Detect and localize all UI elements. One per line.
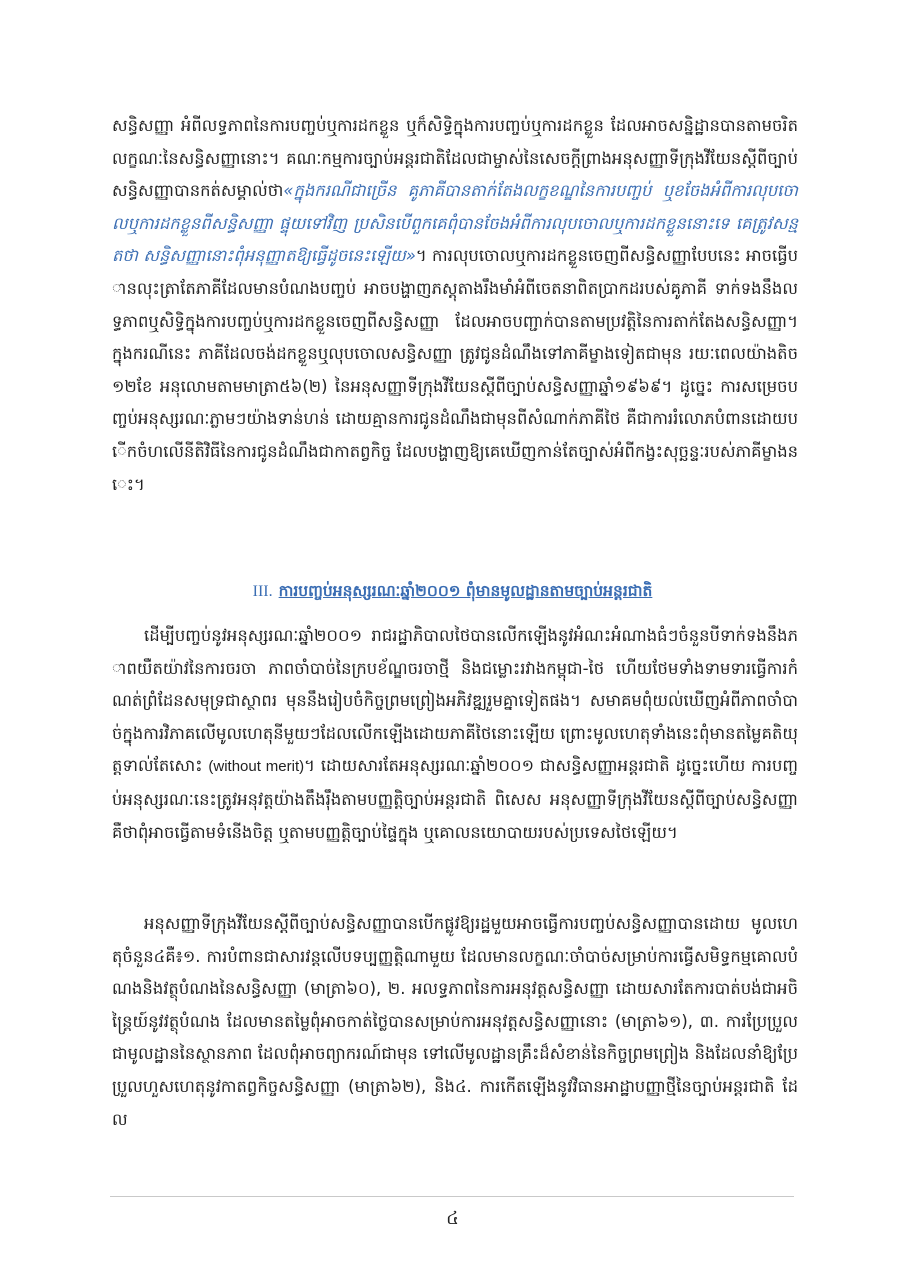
paragraph-1-text-start: សន្ធិសញ្ញា អំពីលទ្ធភាពនៃការបញ្ចប់ឬការដកខ្លួន ឬក៏សិទ្ធិក្នុងការបញ្ចប់ឬការដកខ្លួន ដែលអាចសន្និដ្ឋានបានតាមចរិតលក្ខណៈនៃសន្ធិសញ្ញានោះ។ គណៈកម្មការច្បាប់អន្តរជាតិដែលជាម្ចាស់នៃសេចក្តីព្រាងអនុសញ្ញាទីក្រុងវីយែនស្តីពីច្បាប់សន្ធិសញ្ញាបានកត់សម្គាល់ថា (112, 116, 798, 201)
paragraph-2-text-end: ។ ដោយសារតែអនុស្សរណៈឆ្នាំ២០០១ ជាសន្ធិសញ្ញាអន្តរជាតិ ដូច្នេះហើយ ការបញ្ចប់អនុស្សរណៈនេះត្រូវអនុវត្តយ៉ាងតឹងរ៉ឹងតាមបញ្ញត្តិច្បាប់អន្តរជាតិ ពិសេស អនុសញ្ញាទីក្រុងវីយែនស្តីពីច្បាប់សន្ធិសញ្ញា គឺថាពុំអាចធ្វើតាមទំនើងចិត្ត ឬតាមបញ្ញត្តិច្បាប់ផ្ទៃក្នុង ឬគោលនយោបាយរបស់ប្រទេសថៃឡើយ។ (112, 756, 798, 842)
page-number: ៤ (446, 1208, 459, 1229)
paragraph-3-text: អនុសញ្ញាទីក្រុងវីយែនស្តីពីច្បាប់សន្ធិសញ្ញាបានបើកផ្លូវឱ្យរដ្ឋមួយអាចធ្វើការបញ្ចប់សន្ធិសញ្ញាបានដោយ មូលហេតុចំនួន៤គឺ៖១. ការបំពានជាសារវន្តលើបទប្បញ្ញត្តិណាមួយ ដែលមានលក្ខណៈចាំបាច់សម្រាប់ការធ្វើសមិទ្ធកម្មគោលបំណងនិងវត្ថុបំណងនៃសន្ធិសញ្ញា (មាត្រា៦០), ២. អលទ្ធភាពនៃការអនុវត្តសន្ធិសញ្ញា ដោយសារតែការបាត់បង់ជាអចិន្ត្រៃយ៍នូវវត្ថុបំណង ដែលមានតម្លៃពុំអាចកាត់ថ្លៃបានសម្រាប់ការអនុវត្តសន្ធិសញ្ញានោះ (មាត្រា៦១), ៣. ការប្រែប្រួលជាមូលដ្ឋាននៃស្ថានភាព ដែលពុំអាចព្យាករណ៍ជាមុន ទៅលើមូលដ្ឋានគ្រឹះដ៏សំខាន់នៃកិច្ចព្រមព្រៀង និងដែលនាំឱ្យប្រែប្រួលហួសហេតុនូវកាតព្វកិច្ចសន្ធិសញ្ញា (មាត្រា៦២), និង៤. ការកើតឡើងនូវវិធានអាដ្ឋាបញ្ញាថ្មីនៃច្បាប់អន្តរជាតិ ដែល (112, 914, 798, 1129)
section-number: III. (252, 583, 273, 600)
paragraph-1-text-end: ។ ការលុបចោលឬការដកខ្លួនចេញពីសន្ធិសញ្ញាបែបនេះ អាចធ្វើបានលុះត្រាតែភាគីដែលមានបំណងបញ្ចប់ អាចបង្ហាញភស្តុតាងរឹងមាំអំពីចេតនាពិតប្រាកដរបស់គូភាគី ទាក់ទងនឹងលទ្ធភាពឬសិទ្ធិក្នុងការបញ្ចប់ឬការដកខ្លួនចេញពីសន្ធិសញ្ញា ដែលអាចបញ្ជាក់បានតាមប្រវត្តិនៃការតាក់តែងសន្ធិសញ្ញា។ ក្នុងករណីនេះ ភាគីដែលចង់ដកខ្លួនឬលុបចោលសន្ធិសញ្ញា ត្រូវជូនដំណឹងទៅភាគីម្ខាងទៀតជាមុន រយៈពេលយ៉ាងតិច១២ខែ អនុលោមតាមមាត្រា៥៦(២) នៃអនុសញ្ញាទីក្រុងវីយែនស្តីពីច្បាប់សន្ធិសញ្ញាឆ្នាំ១៩៦៩។ ដូច្នេះ ការសម្រេចបញ្ចប់អនុស្សរណៈភ្លាមៗយ៉ាងទាន់ហន់ ដោយគ្មានការជូនដំណឹងជាមុនពីសំណាក់ភាគីថៃ គឺជាការរំលោភបំពានដោយបើកចំហលើនីតិវិធីនៃការជូនដំណឹងជាកាតព្វកិច្ច ដែលបង្ហាញឱ្យគេឃើញកាន់តែច្បាស់អំពីកង្វះសុច្ឆន្ទៈរបស់ភាគីម្ខាងនេះ។ (112, 246, 799, 494)
without-merit-term: (without merit) (208, 758, 305, 776)
ilc-quotation: «ក្នុងករណីជាច្រើន គូភាគីបានតាក់តែងលក្ខខណ្ឌនៃការបញ្ចប់ ឬខចែងអំពីការលុបចោលឬការដកខ្លួនពីសន្ធិសញ្ញា ផ្ទុយទៅវិញ ប្រសិនបើពួកគេពុំបានចែងអំពីការលុបចោលឬការដកខ្លួននោះទេ គេត្រូវសន្មតថា សន្ធិសញ្ញានោះពុំអនុញ្ញាតឱ្យធ្វើដូចនេះឡើយ» (112, 181, 798, 266)
paragraph-1 (112, 110, 798, 501)
paragraph-2 (112, 620, 798, 849)
section-title: ការបញ្ចប់អនុស្សរណៈឆ្នាំ២០០១ ពុំមានមូលដ្ឋានតាមច្បាប់អន្តរជាតិ (278, 582, 653, 600)
footer-divider (110, 1196, 794, 1197)
paragraph-2-text-start: ដើម្បីបញ្ចប់នូវអនុស្សរណៈឆ្នាំ២០០១ រាជរដ្ឋាភិបាលថៃបានលើកឡើងនូវអំណះអំណាងធំៗចំនួនបីទាក់ទងនឹងភាពយឺតយ៉ាវនៃការចរចា ភាពចាំបាច់នៃក្របខ័ណ្ឌចរចាថ្មី និងជម្លោះរវាងកម្ពុជា-ថៃ ហើយថែមទាំងទាមទារធ្វើការកំណត់ព្រំដែនសមុទ្រជាស្ថាពរ មុននឹងរៀបចំកិច្ចព្រមព្រៀងអភិវឌ្ឍរួមគ្នាទៀតផង។ សមាគមពុំយល់ឃើញអំពីភាពចាំបាច់ក្នុងការវិភាគលើមូលហេតុនីមួយៗដែលលើកឡើងដោយភាគីថៃនោះឡើយ ព្រោះមូលហេតុទាំងនេះពុំមានតម្លៃគតិយុត្តទាល់តែសោះ (112, 626, 798, 776)
section-heading (0, 576, 905, 607)
paragraph-3 (112, 908, 798, 1136)
